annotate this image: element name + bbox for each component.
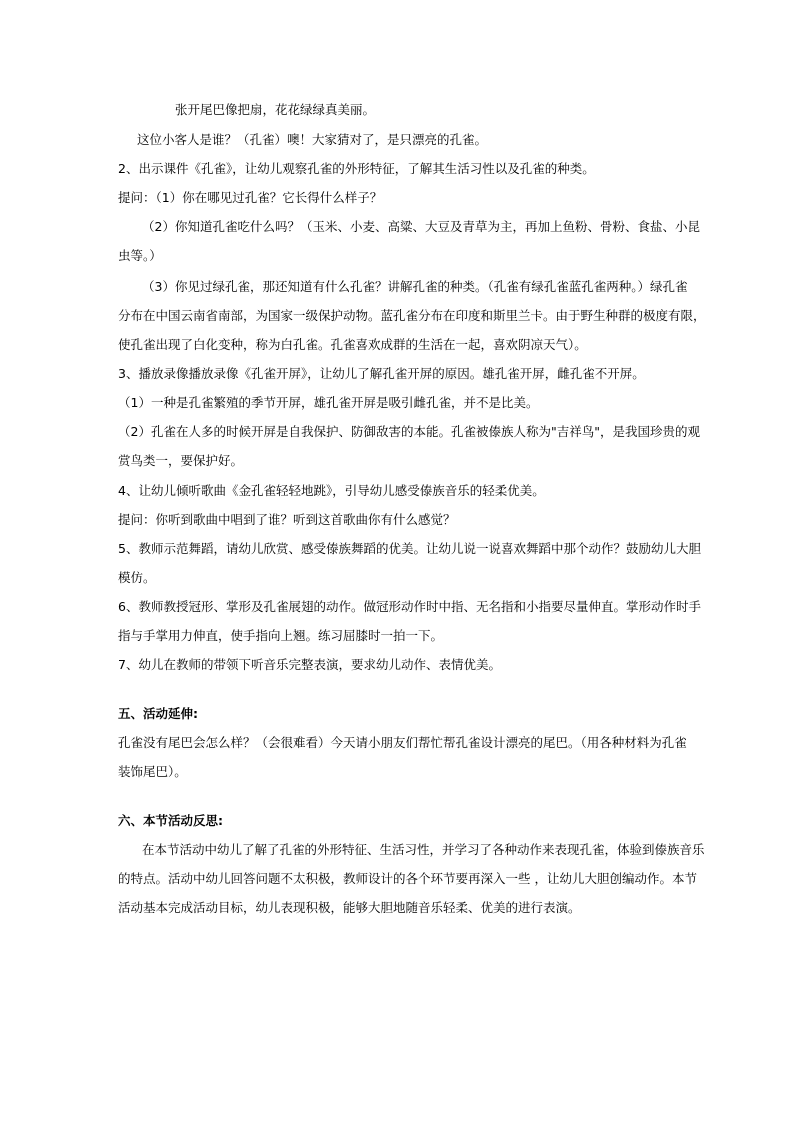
step-6-line: 6、教师教授冠形、掌形及孔雀展翅的动作。做冠形动作时中指、无名指和小指要尽量伸直。掌形动作时手 <box>118 599 701 614</box>
paragraph-line: 孔雀没有尾巴会怎么样？（会很难看）今天请小朋友们帮忙帮孔雀设计漂亮的尾巴。（用各种材料为孔雀 <box>118 735 687 750</box>
step-3-line: 3、播放录像播放录像《孔雀开屏》，让幼儿了解孔雀开屏的原因。雄孔雀开屏，雌孔雀不开屏。 <box>118 366 645 381</box>
paragraph-line: 活动基本完成活动目标，幼儿表现积极，能够大胆地随音乐轻柔、优美的进行表演。 <box>118 900 581 915</box>
paragraph-line: 分布在中国云南省南部，为国家一级保护动物。蓝孔雀分布在印度和斯里兰卡。由于野生种群的极度有限， <box>118 308 706 323</box>
question-3-line: （3）你见过绿孔雀，那还知道有什么孔雀？讲解孔雀的种类。（孔雀有绿孔雀蓝孔雀两种。）绿孔雀 <box>142 279 688 294</box>
poem-line: 张开尾巴像把扇，花花绿绿真美丽。 <box>175 102 376 117</box>
step-4-line: 4、让幼儿倾听歌曲《金孔雀轻轻地跳》，引导幼儿感受傣族音乐的轻柔优美。 <box>118 483 545 498</box>
question-2-line: （2）你知道孔雀吃什么吗？（玉米、小麦、高粱、大豆及青草为主，再加上鱼粉、骨粉、食盐、小昆 <box>142 219 700 234</box>
paragraph-line: 使孔雀出现了白化变种，称为白孔雀。孔雀喜欢成群的生活在一起，喜欢阴凉天气）。 <box>118 337 587 352</box>
question-line: 提问：你听到歌曲中唱到了谁？听到这首歌曲你有什么感觉？ <box>118 512 456 527</box>
paragraph-line: 装饰尾巴）。 <box>118 764 187 779</box>
paragraph-line: 赏鸟类一，要保护好。 <box>118 453 244 468</box>
paragraph-line: 指与手掌用力伸直，使手指向上翘。练习屈膝时一拍一下。 <box>118 628 444 643</box>
list-item: （1）一种是孔雀繁殖的季节开屏，雄孔雀开屏是吸引雌孔雀，并不是比美。 <box>118 395 539 410</box>
step-7-line: 7、幼儿在教师的带领下听音乐完整表演，要求幼儿动作、表情优美。 <box>118 657 501 672</box>
paragraph-line: 这位小客人是谁？（孔雀）噢！大家猜对了，是只漂亮的孔雀。 <box>137 132 488 147</box>
step-5-line: 5、教师示范舞蹈，请幼儿欣赏、感受傣族舞蹈的优美。让幼儿说一说喜欢舞蹈中那个动作？鼓励幼儿大胆 <box>118 541 701 556</box>
step-2-line: 2、出示课件《孔雀》，让幼儿观察孔雀的外形特征，了解其生活习性以及孔雀的种类。 <box>118 161 595 176</box>
list-item: （2）孔雀在人多的时候开屏是自我保护、防御敌害的本能。孔雀被傣族人称为"吉祥鸟"，是我国珍贵的观 <box>118 424 700 439</box>
paragraph-line: 的特点。活动中幼儿回答问题不太积极，教师设计的各个环节要再深入一些 ，让幼儿大胆创编动作。本节 <box>118 871 697 886</box>
paragraph-line: 模仿。 <box>118 570 156 585</box>
section-heading: 六、本节活动反思: <box>118 813 223 828</box>
paragraph-line: 虫等。） <box>118 248 162 263</box>
paragraph-line: 在本节活动中幼儿了解了孔雀的外形特征、生活习性，并学习了各种动作来表现孔雀，体验到傣族音乐 <box>142 842 705 857</box>
section-heading: 五、活动延伸: <box>118 706 198 721</box>
question-line: 提问：（1）你在哪见过孔雀？它长得什么样子？ <box>118 190 383 205</box>
